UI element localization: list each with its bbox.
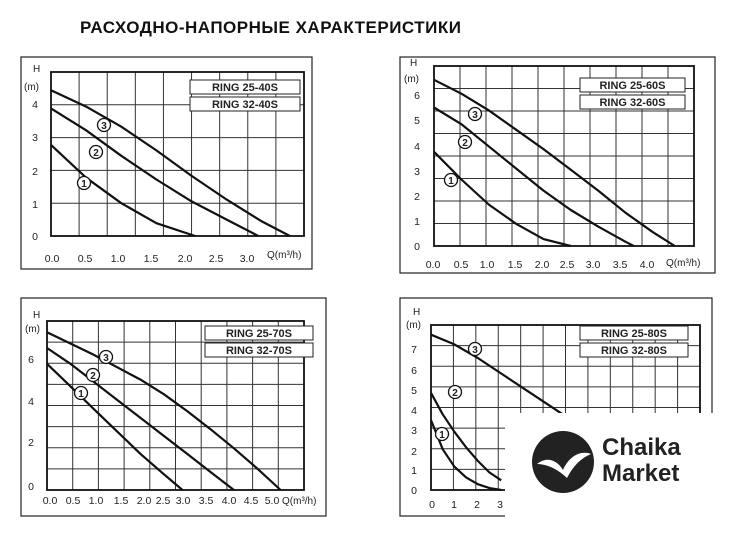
chart-3-ytick: 4 [411, 405, 417, 417]
chart-0-ytick: 1 [32, 199, 38, 211]
chart-1-xtick: 3.0 [585, 259, 601, 271]
chart-1-xtick: 4.0 [639, 259, 655, 271]
chart-1-xtick: 1.0 [479, 259, 495, 271]
chart-3-xtick: 1 [451, 499, 457, 511]
chart-2-ytick: 4 [28, 396, 34, 408]
chart-3-ytick: 5 [411, 385, 417, 397]
chart-1-series-2-line [434, 108, 634, 247]
chart-2-ytick: 6 [28, 354, 34, 366]
chart-1-ytick: 4 [414, 141, 420, 153]
chart-2-legend-label: RING 25-70S [225, 328, 293, 340]
chart-0-xtick: 0.0 [44, 253, 60, 265]
chart-1-series-2-label: 2 [462, 138, 468, 149]
chart-1-xtick: 1.5 [507, 259, 523, 271]
chart-3-xtick: 2 [474, 499, 480, 511]
chart-0-series-2-label: 2 [93, 148, 99, 159]
chart-1-ylabel-unit: (m) [404, 74, 419, 85]
chart-0-xtick: 2.0 [177, 253, 193, 265]
chart-3-series-1-label: 1 [439, 430, 445, 441]
chart-3-xtick: 3 [497, 499, 503, 511]
chart-0-series-3-label: 3 [101, 121, 107, 132]
logo-line-1: Chaika [602, 434, 681, 461]
chart-3-legend-label: RING 25-80S [600, 328, 668, 340]
chart-0-xtick: 3.0 [239, 253, 255, 265]
chart-2-xtick: 5.0 [264, 495, 280, 507]
chart-1-legend-label: RING 32-60S [599, 97, 666, 109]
chart-1-ylabel-h: H [410, 58, 418, 69]
chart-2-xtick: 3.0 [175, 495, 191, 507]
chart-2-legend-label: RING 32-70S [225, 345, 293, 357]
chart-3-ytick: 2 [411, 446, 417, 458]
chart-3-series-3-label: 3 [472, 345, 478, 356]
chart-0-xtick: 2.5 [208, 253, 224, 265]
chart-2-ylabel-h: H [33, 310, 41, 321]
chart-2-xtick: 4.5 [243, 495, 259, 507]
chart-1-ytick: 0 [414, 241, 420, 253]
chart-1-ytick: 6 [414, 90, 420, 102]
chart-1-xtick: 3.5 [612, 259, 628, 271]
chart-1-ytick: 5 [414, 115, 420, 127]
chart-1-xtick: 2.0 [534, 259, 550, 271]
chart-2-xtick: 2.5 [155, 495, 171, 507]
chart-1-xlabel: Q(m³/h) [666, 258, 701, 269]
chart-0-legend-label: RING 25-40S [211, 82, 279, 94]
chart-3-xtick: 0 [429, 499, 435, 511]
chart-1-xtick: 0.0 [425, 259, 441, 271]
chart-3-ylabel-h: H [413, 307, 421, 318]
chart-0-xtick: 1.0 [110, 253, 126, 265]
chart-2-ytick: 0 [28, 481, 34, 493]
chart-2-xtick: 0.5 [65, 495, 81, 507]
watermark-logo [505, 413, 731, 538]
chart-1-legend-label: RING 25-60S [599, 80, 666, 92]
chart-1-xtick: 0.5 [453, 259, 469, 271]
chart-0-ytick: 2 [32, 166, 38, 178]
chart-3-ytick: 3 [411, 425, 417, 437]
logo-line-2: Market [602, 460, 680, 487]
chart-2-xtick: 1.5 [113, 495, 129, 507]
chart-1-series-1-line [434, 152, 571, 246]
chart-1-ytick: 1 [414, 216, 420, 228]
chart-2-xtick: 1.0 [88, 495, 104, 507]
chart-1-ytick: 3 [414, 166, 420, 178]
chart-3-ylabel-unit: (m) [406, 320, 421, 331]
chart-0-series-1-label: 1 [81, 179, 87, 190]
chart-0-ylabel-h: H [33, 64, 41, 75]
chart-2-ylabel-unit: (m) [25, 324, 40, 335]
chart-3-ytick: 6 [411, 365, 417, 377]
chart-3-series-2-label: 2 [452, 388, 458, 399]
chart-0-series-2-line [51, 108, 258, 236]
chart-0-xtick: 0.5 [77, 253, 93, 265]
chart-1-series-3-label: 3 [472, 110, 478, 121]
chart-0-ylabel-unit: (m) [24, 82, 39, 93]
chart-2-xtick: 0.0 [42, 495, 58, 507]
chart-3-ytick: 7 [411, 344, 417, 356]
chart-0-ytick: 0 [32, 231, 38, 243]
chart-2-series-2-label: 2 [90, 371, 96, 382]
chart-0-legend-label: RING 32-40S [211, 99, 279, 111]
chart-2-series-3-label: 3 [103, 353, 109, 364]
chart-2-xtick: 4.0 [221, 495, 237, 507]
chart-2-series-1-label: 1 [78, 389, 84, 400]
chart-0-ytick: 3 [32, 132, 38, 144]
chart-0-xlabel: Q(m³/h) [267, 250, 302, 261]
chart-2-xlabel: Q(m³/h) [282, 496, 317, 507]
chart-0-ytick: 4 [32, 99, 38, 111]
seagull-logo-icon [531, 430, 595, 494]
chart-2-xtick: 2.0 [136, 495, 152, 507]
chart-1-xtick: 2.5 [559, 259, 575, 271]
chart-0-xtick: 1.5 [143, 253, 159, 265]
chart-2-xtick: 3.5 [198, 495, 214, 507]
page-title: РАСХОДНО-НАПОРНЫЕ ХАРАКТЕРИСТИКИ [80, 18, 462, 37]
chart-1-series-1-label: 1 [448, 176, 454, 187]
chart-3-legend-label: RING 32-80S [600, 345, 668, 357]
chart-0-series-3-line [51, 90, 290, 236]
logo-text [602, 435, 681, 487]
chart-3-ytick: 0 [411, 485, 417, 497]
chart-3-ytick: 1 [411, 465, 417, 477]
chart-2-ytick: 2 [28, 437, 34, 449]
chart-1-ytick: 2 [414, 191, 420, 203]
